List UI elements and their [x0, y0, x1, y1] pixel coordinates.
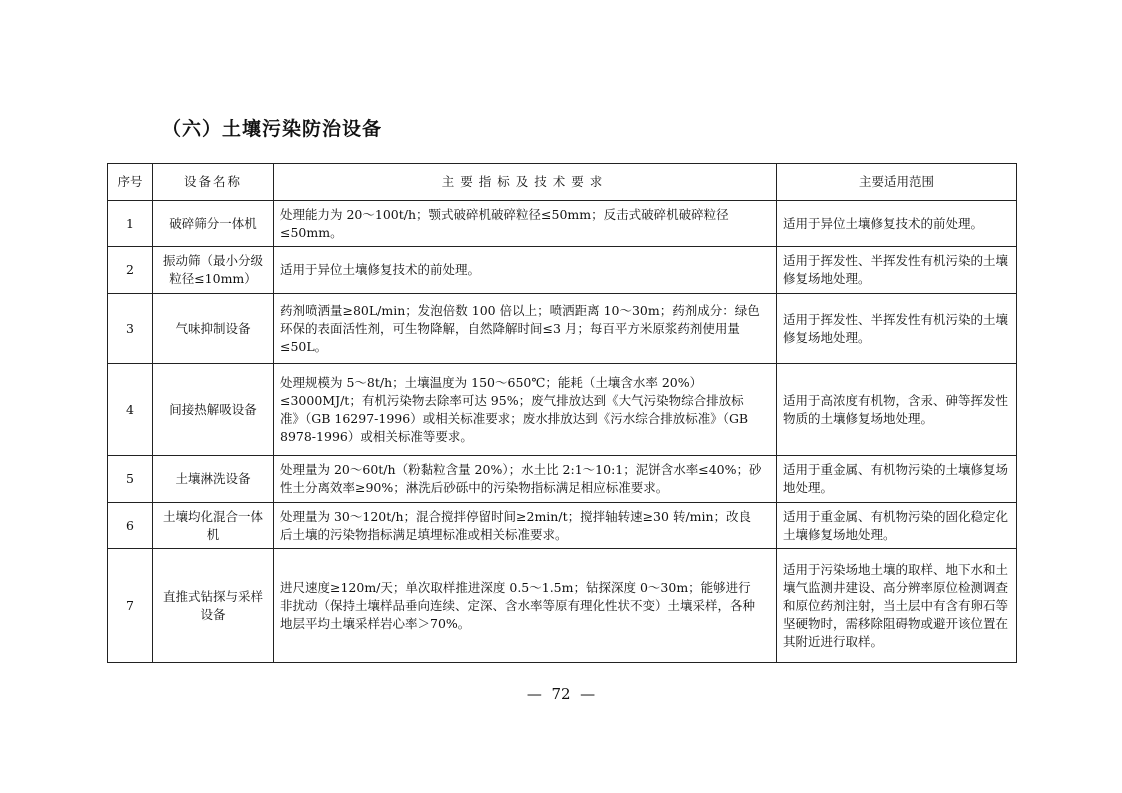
row-name: 土壤均化混合一体机: [153, 503, 274, 549]
row-no: 2: [108, 247, 153, 294]
row-name: 气味抑制设备: [153, 294, 274, 364]
row-no: 4: [108, 364, 153, 456]
row-no: 5: [108, 456, 153, 503]
row-spec: 处理量为 20～60t/h（粉黏粒含量 20%）；水土比 2:1～10:1；泥饼含水率≤40%；砂性土分离效率≥90%；淋洗后砂砾中的污染物指标满足相应标准要求。: [274, 456, 777, 503]
row-spec: 药剂喷洒量≥80L/min；发泡倍数 100 倍以上；喷洒距离 10～30m；药剂成分：绿色环保的表面活性剂，可生物降解，自然降解时间≤3 月；每百平方米原浆药剂使用量≤50L。: [274, 294, 777, 364]
table-header-row: [108, 164, 1017, 201]
row-no: 3: [108, 294, 153, 364]
section-title: （六）土壤污染防治设备: [162, 118, 383, 140]
row-scope: 适用于挥发性、半挥发性有机污染的土壤修复场地处理。: [777, 294, 1017, 364]
header-no: 序号: [108, 164, 153, 201]
header-name: 设备名称: [153, 164, 274, 201]
row-name: 土壤淋洗设备: [153, 456, 274, 503]
row-scope: 适用于重金属、有机物污染的土壤修复场地处理。: [777, 456, 1017, 503]
row-spec: 进尺速度≥120m/天；单次取样推进深度 0.5～1.5m；钻探深度 0～30m；能够进行非扰动（保持土壤样品垂向连续、定深、含水率等原有理化性状不变）土壤采样，各种地层平均土壤采样岩心率＞70%。: [274, 549, 777, 663]
row-name: 间接热解吸设备: [153, 364, 274, 456]
table-row: [108, 364, 1017, 456]
table-row: [108, 201, 1017, 247]
row-scope: 适用于重金属、有机物污染的固化稳定化土壤修复场地处理。: [777, 503, 1017, 549]
row-spec: 处理量为 30～120t/h；混合搅拌停留时间≥2min/t；搅拌轴转速≥30 转/min；改良后土壤的污染物指标满足填埋标准或相关标准要求。: [274, 503, 777, 549]
row-scope: 适用于污染场地土壤的取样、地下水和土壤气监测井建设、高分辨率原位检测调查和原位药剂注射，当土层中有含有卵石等坚硬物时，需移除阻碍物或避开该位置在其附近进行取样。: [777, 549, 1017, 663]
table-row: [108, 294, 1017, 364]
row-no: 7: [108, 549, 153, 663]
page-number: — 72 —: [526, 685, 596, 703]
row-spec: 处理能力为 20～100t/h；颚式破碎机破碎粒径≤50mm；反击式破碎机破碎粒径≤50mm。: [274, 201, 777, 247]
row-scope: 适用于异位土壤修复技术的前处理。: [777, 201, 1017, 247]
row-name: 直推式钻探与采样设备: [153, 549, 274, 663]
header-scope: 主要适用范围: [777, 164, 1017, 201]
equipment-table: [107, 163, 1017, 663]
row-name: 破碎筛分一体机: [153, 201, 274, 247]
row-scope: 适用于高浓度有机物，含汞、砷等挥发性物质的土壤修复场地处理。: [777, 364, 1017, 456]
header-spec: 主要指标及技术要求: [274, 164, 777, 201]
row-no: 6: [108, 503, 153, 549]
row-scope: 适用于挥发性、半挥发性有机污染的土壤修复场地处理。: [777, 247, 1017, 294]
row-name: 振动筛（最小分级粒径≤10mm）: [153, 247, 274, 294]
table-row: [108, 456, 1017, 503]
table-row: [108, 503, 1017, 549]
row-spec: 适用于异位土壤修复技术的前处理。: [274, 247, 777, 294]
row-no: 1: [108, 201, 153, 247]
row-spec: 处理规模为 5～8t/h；土壤温度为 150～650℃；能耗（土壤含水率 20%）≤3000MJ/t；有机污染物去除率可达 95%；废气排放达到《大气污染物综合排放标准》（GB 16297-1996）或相关标准要求；废水排放达到《污水综合排放标准》（GB 8978-1996）或相关标准等要求。: [274, 364, 777, 456]
table-row: [108, 247, 1017, 294]
table-row: [108, 549, 1017, 663]
